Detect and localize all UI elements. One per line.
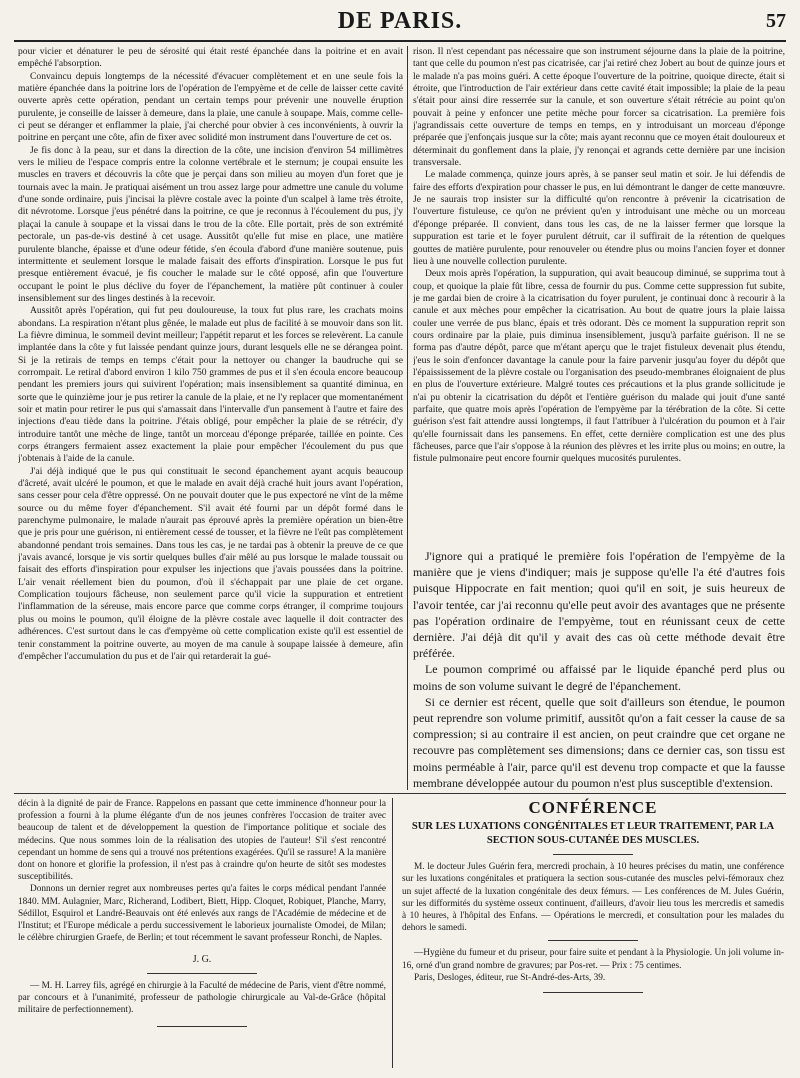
signature: J. G.: [192, 954, 212, 966]
article-column-1: [18, 46, 403, 790]
column-divider: [392, 798, 393, 1068]
section-divider: [14, 793, 786, 794]
short-divider: [543, 992, 643, 993]
page-header: [14, 4, 786, 42]
short-divider: [157, 1026, 247, 1027]
paragraph: décin à la dignité de pair de France. Rappelons en passant que cette imminence d'honneur pour la profession a fourni à la plume élégante d'un de nos jeunes confrères l'occasion de traiter avec beaucoup de talent et de développement la question de l'importance politique et sociale des médecins. Que nous sommes loin de la réalisation des utopies de l'auteur! S'il s'est rencontré cependant un homme de sens qui a trouvé nos prétentions exagérées. Qu'il se rassure! A la manière dont on honore et glorifie la profession, il n'est pas à craindre qu'on heurte de sitôt ses modestes susceptibilités.: [18, 799, 386, 883]
paragraph: Deux mois après l'opération, la suppuration, qui avait beaucoup diminué, se supprima tout à coup, et quoique la plaie fût libre, cessa de fournir du pus. Comme cette suppression fut subite, je me gardai bien de croire à la cicatrisation du foyer purulent, je continuai donc à recourir à la canule et aux mèches pour empêcher la cicatrisation. Au bout de quatre jours la plaie laissa couler une verrée de pus blanc, épais et très odorant. Dès ce moment la suppuration reprit son cours ordinaire par la plaie, puis diminua insensiblement, jusqu'à parfaite guérison. Il ne se forma pas d'autre dépôt, parce que m'étant aperçu que le trajet fistuleux devenait plus étendu, j'eus le soin d'enfoncer davantage la canule pour la faire parvenir jusqu'au foyer du dépôt que l'épaississement de la plèvre costale ou l'organisation des pseudo-membranes éloignaient de plus en plus de l'ouverture extérieure. Malgré toutes ces précautions et la plus grande sollicitude je n'ai pu obtenir la cicatrisation du dépôt et l'entière guérison du malade qui jouit d'une santé parfaite, que quatre mois après l'opération de l'empyème par la térébration de la côte. Si cette guérison s'est fait attendre aussi longtemps, il faut l'attribuer à l'ulcération du poumon et à l'air qu'elle fournissait dans les pansemens. En effet, cette dernière complication est une des plus fâcheuses, parce que l'air s'oppose à la réunion des plèvres et les irrite plus ou moins; en outre, la fistule pulmonaire peut encore fournir quelques mucosités purulentes.: [413, 268, 785, 465]
column-divider: [407, 46, 408, 790]
paragraph: Le poumon comprimé ou affaissé par le liquide épanché perd plus ou moins de son volume suivant le degré de l'épanchement.: [413, 662, 785, 693]
page-number: 57: [766, 10, 786, 32]
book-advertisement: —Hygiène du fumeur et du priseur, pour faire suite et pendant à la Physiologie. Un joli volume in-16, orné d'un grand nombre de gravures; par Pos-ret. — Prix : 75 centimes.: [402, 948, 784, 971]
paragraph: Le malade commença, quinze jours après, à se panser seul matin et soir. Je lui défendis de faire des efforts d'expiration pour chasser le pus, en lui démontrant le danger de cette manœuvre. Je ne saurais trop insister sur la difficulté qu'on rencontre à prévenir la cicatrisation de l'ouverture fistuleuse, ce qu'on ne prévient qu'en y introduisant une mèche ou un morceau d'éponge préparée. Il convient, dans tous les cas, de ne la laisser fermer que lorsque la suppuration est tarie et le foyer purulent détruit, car il suffirait de la rétention de quelques gouttes de matière purulente, pour renouveler ou étendre plus ou moins l'ancien foyer et donner lieu à une nouvelle collection purulente.: [413, 169, 785, 267]
news-column: [18, 798, 386, 1063]
conference-subtitle: SUR LES LUXATIONS CONGÉNITALES ET LEUR TRAITEMENT, PAR LA SECTION SOUS-CUTANÉE DES MUSCLES.: [411, 821, 775, 847]
paragraph: Donnons un dernier regret aux nombreuses pertes qu'a faites le corps médical pendant l'année 1840. MM. Aulagnier, Marc, Richerand, Lodibert, Biett, Hipp. Cloquet, Robiquet, Planche, Marry, Sédillot, Esquirol et Landré-Beauvais ont été enlevés aux rangs de l'Académie de médecine et de l'Institut; et l'Europe médicale a perdu successivement le laborieux journaliste Omodei, de Milan; le célèbre chirurgien Graefe, de Berlin; et tout récemment le savant professeur Ronchi, de Naples.: [18, 884, 386, 944]
conference-text: M. le docteur Jules Guérin fera, mercredi prochain, à 10 heures précises du matin, une conférence sur les luxations congénitales et pratiquera la section sous-cutanée des muscles pelvi-fémoraux chez un sujet affecté de la luxation congénitale des deux fémurs. — Les conférences de M. Jules Guérin, sur les difformités du système osseux continuent, d'ailleurs, d'avoir lieu tous les mercredis et samedis à 10 heures, à l'hôpital des Enfans. — Opérations le mercredi, et consultation pour les malades du dehors le samedi.: [402, 862, 784, 934]
publisher-line: Paris, Desloges, éditeur, rue St-André-des-Arts, 39.: [414, 972, 606, 983]
short-divider: [548, 940, 638, 941]
article-column-2-continued: [413, 548, 785, 792]
paragraph: Je fis donc à la peau, sur et dans la direction de la côte, une incision d'environ 54 millimètres vers le milieu de l'espace compris entre la colonne vertébrale et le sternum; je coupai ensuite les muscles en travers et découvris la côte que je perçai dans son milieu au moyen d'un foret que je tournais avec la main. Je pratiquai aisément un trou assez large pour admettre une canule du volume d'une sonde ordinaire, puis j'incisai la plèvre costale avec la pointe d'un scalpel à lame très étroite, dit névrotome. Lorsque j'eus pénétré dans la poitrine, ce que je reconnus à l'écoulement du pus, j'y plaçai la canule à soupape et la vissai dans le trou de la côte. Elle portait, près de son extrémité pectorale, un pas-de-vis destiné à cet usage. Aussitôt qu'elle fut mise en place, une matière purulente blanche, épaisse et d'une odeur fétide, s'en écoula d'abord d'une manière soutenue, puis intermittente et seulement lorsque le malade faisait des efforts d'inspiration. Lorsque le pus fut presque entièrement évacué, je fis coucher le malade sur le côté opposé, afin que l'ouverture occupant le point le plus déclive du foyer de l'épanchement, la matière pût continuer à couler insensiblement sur des linges destinés à la recevoir.: [18, 144, 403, 304]
news-note: — M. H. Larrey fils, agrégé en chirurgie à la Faculté de médecine de Paris, vient d'être nommé, par concours et à l'unanimité, professeur de pathologie chirurgicale au Val-de-Grâce (hôpital militaire de perfectionnement).: [18, 980, 386, 1016]
paragraph: Aussitôt après l'opération, qui fut peu douloureuse, la toux fut plus rare, les crachats moins abondans. La respiration n'étant plus gênée, le malade eut plus de facilité à se mouvoir dans son lit. La fièvre diminua, le sommeil devint meilleur; l'appétit reparut et les forces se relevèrent. La canule implantée dans la côte y fut laissée pendant quinze jours, durant lesquels elle ne se dérangea point. Si je la retirais de temps en temps c'était pour la nettoyer ou changer la baudruche qui se corrompait. Le retiral d'abord environ 1 kilo 750 grammes de pus et il s'en écoula encore beaucoup pendant les premiers jours qui suivirent l'opération; mais insensiblement sa quantité diminua, en sorte que le quinzième jour je pus retirer la canule de la plaie, et ne l'y replacer que momentanément soir et matin pour retirer le pus qui s'amassait dans l'intervalle d'un pansement à l'autre et faire des injections d'eau tiède dans la poitrine. J'étais obligé, pour empêcher la plaie de se rétrécir, d'y introduire tantôt une mèche de linge, tantôt un morceau d'éponge préparée, taillée en pointe. Ces corps étrangers fermaient assez exactement la plaie pour empêcher l'écoulement du pus que j'obtenais à l'aide de la canule.: [18, 305, 403, 465]
article-column-2: [413, 46, 785, 544]
paragraph: J'ai déjà indiqué que le pus qui constituait le second épanchement ayant acquis beaucoup d'âcreté, avait ulcéré le poumon, et que le malade en avait déjà craché huit jours avant l'opération, sans cesser pour cela d'être oppressé. On ne pouvait douter que le pus expectoré ne vînt de la même source ou du même foyer d'épanchement. S'il avait été fourni par un dépôt formé dans le parenchyme pulmonaire, le malade n'aurait pas éprouvé après la première opération un bien-être que je pris pour une guérison, ni entièrement cessé de tousser, et la fièvre ne l'eût pas complètement abandonné pendant trois semaines. Dans tous les cas, je ne tardai pas à obtenir la preuve de ce que j'avais avancé, lorsque je vis sortir quelques bulles d'air mêlé au pus lorsque le malade toussait ou faisait des efforts d'inspiration pour expulser les injections que j'avais poussées dans la poitrine. L'air venait réellement bien du poumon, d'où il s'échappait par une plaie de cet organe. Complication toujours fâcheuse, non seulement parce qu'il vicie la suppuration et entretient l'inflammation de la séreuse, mais encore parce que comme corps étranger, il comprime toujours plus ou moins le poumon, qu'il éloigne de la plèvre costale avec laquelle il doit contracter des adhérences. C'est surtout dans le cas d'empyème où cette complication existe qu'il est essentiel de tenir constamment la poitrine ouverte, au moyen de ma canule à soupape laissée à demeure, afin d'empêcher l'accumulation du pus et de l'air qui retarderait la gué-: [18, 465, 403, 662]
paragraph: pour vicier et dénaturer le peu de sérosité qui était resté épanchée dans la poitrine et en avait empêché l'absorption.: [18, 46, 403, 70]
conference-title: CONFÉRENCE: [528, 798, 658, 817]
paragraph: J'ignore qui a pratiqué le première fois l'opération de l'empyème de la manière que je viens d'indiquer; mais je suppose qu'elle l'a été d'autres fois puisque Hippocrate en fait mention; quoi qu'il en soit, je suis heureux de l'avoir tentée, car j'ai reconnu qu'elle peut avoir des avantages que ne présente pas l'opération ordinaire de l'empyème, tout en réunissant ceux de cette dernière. J'ai déjà dit qu'il y avait des cas où cette méthode devait être préférée.: [413, 549, 785, 661]
paragraph: Si ce dernier est récent, quelle que soit d'ailleurs son étendue, le poumon peut reprendre son volume primitif, aussitôt qu'on a fait cesser la cause de sa compression; si au contraire il est ancien, on peut craindre que cet organe ne recouvre pas complètement ses dimensions; dans ce dernier cas, son tissu est moins perméable à l'air, parce qu'il est devenu trop compacte et que la fausse membrane développée autour du poumon n'est plus susceptible d'extension.: [413, 694, 785, 790]
short-divider: [147, 973, 257, 974]
paragraph: rison. Il n'est cependant pas nécessaire que son instrument séjourne dans la plaie de la poitrine, tant que celle du poumon n'est pas cicatrisée, car j'ai retiré chez Jobert au bout de quinze jours et le malade n'a pas moins guéri. A cette époque l'ouverture de la poitrine, quoique directe, était si étroite, que l'introduction de l'air extérieur dans cette cavité était impossible; la plaie de la peau s'était pour ainsi dire resserrée sur la canule, et son ouverture s'était rétrécie au point qu'on pouvait à peine y enfoncer une petite mèche pour forcer sa cicatrisation. La première fois j'agrandissais cette ouverture de temps en temps, en y introduisant un morceau d'éponge préparée que j'enfonçais jusque sur la côte; mais ayant reconnu que ce moyen était douloureux et déterminait du gonflement dans la plaie, j'y renonçai et agrands cette dernière par une incision transversale.: [413, 46, 785, 169]
paragraph: Convaincu depuis longtemps de la nécessité d'évacuer complètement et en une seule fois la matière épanchée dans la poitrine lors de l'opération de l'empyème et de celle de laisser cette cavité ouverte après cette opération, pendant un certain temps pour prévenir une nouvelle éruption purulente, je conseille de laisser à demeure, dans la plaie, une canule à soupape. Mais, comme celle-ci peut se déranger et enflammer la plaie, j'ai cherché pour obvier à ces inconvénients, à ouvrir la poitrine en perçant une côte, afin de fixer avec solidité mon instrument dans l'ouverture de cet os.: [18, 70, 403, 144]
conference-column: [402, 798, 784, 1068]
page-title: DE PARIS.: [337, 8, 463, 34]
short-divider: [553, 854, 633, 855]
